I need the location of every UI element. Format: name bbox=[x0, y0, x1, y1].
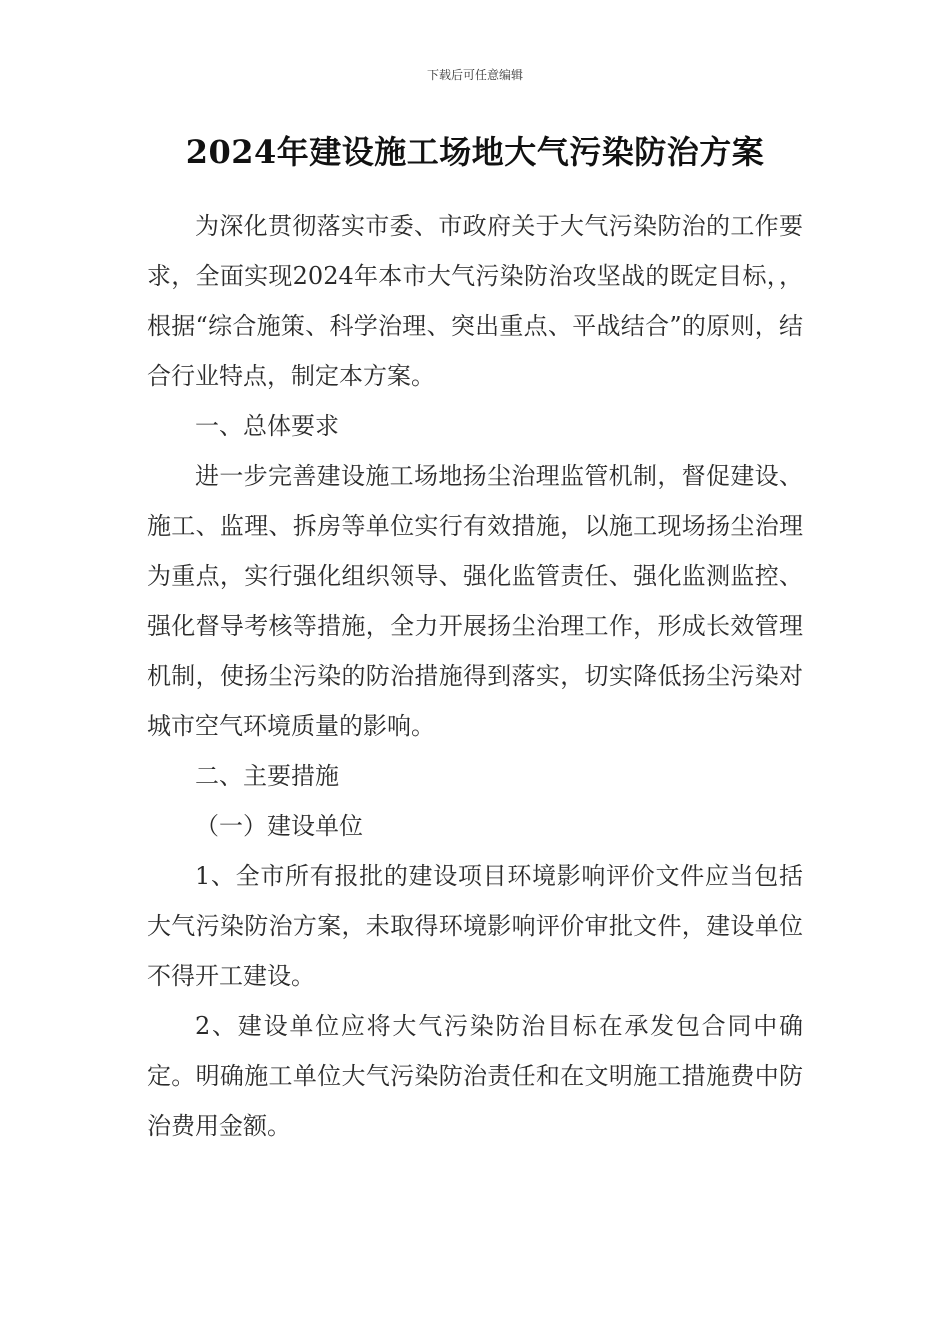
general-requirements-paragraph: 进一步完善建设施工场地扬尘治理监管机制，督促建设、施工、监理、拆房等单位实行有效措施，以施工现场扬尘治理为重点，实行强化组织领导、强化监管责任、强化监测监控、强化督导考核等措施，全力开展扬尘治理工作，形成长效管理机制，使扬尘污染的防治措施得到落实，切实降低扬尘污染对城市空气环境质量的影响。 bbox=[147, 462, 803, 740]
section-heading-main-measures: 二、主要措施 bbox=[195, 762, 339, 790]
intro-paragraph: 为深化贯彻落实市委、市政府关于大气污染防治的工作要求，全面实现2024年本市大气污染防治攻坚战的既定目标，，根据“综合施策、科学治理、突出重点、平战结合”的原则，结合行业特点，制定本方案。 bbox=[147, 212, 803, 390]
measure-item-2: 2、建设单位应将大气污染防治目标在承发包合同中确定。明确施工单位大气污染防治责任和在文明施工措施费中防治费用金额。 bbox=[147, 1012, 803, 1140]
subsection-heading-construction-unit: （一）建设单位 bbox=[195, 812, 363, 840]
section-heading-general-requirements: 一、总体要求 bbox=[195, 412, 339, 440]
measure-item-1: 1、全市所有报批的建设项目环境影响评价文件应当包括大气污染防治方案，未取得环境影响评价审批文件，建设单位不得开工建设。 bbox=[147, 862, 803, 990]
page-header-note: 下载后可任意编辑 bbox=[426, 68, 523, 82]
document-title: 2024年建设施工场地大气污染防治方案 bbox=[185, 133, 765, 171]
document-body bbox=[147, 201, 803, 1151]
